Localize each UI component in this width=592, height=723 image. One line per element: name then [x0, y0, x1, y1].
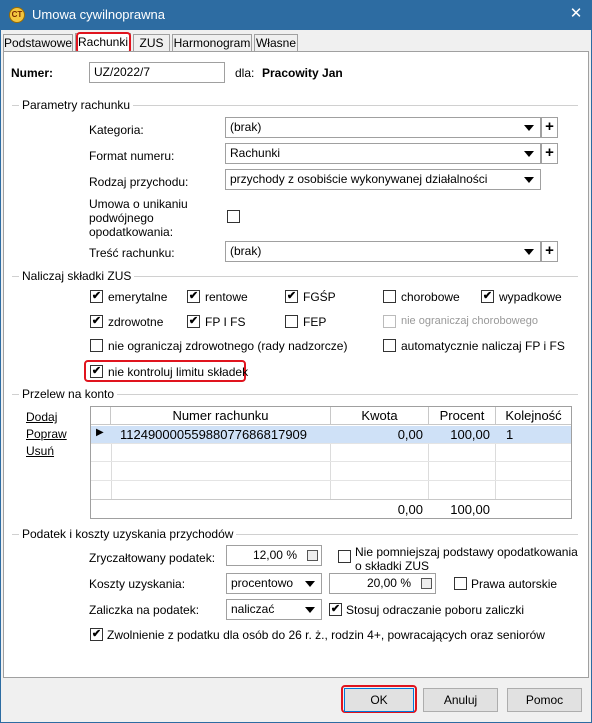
dla-value: Pracowity Jan [262, 66, 343, 80]
format-select[interactable] [225, 143, 541, 164]
dla-label: dla: [235, 66, 255, 80]
tab-podstawowe[interactable]: Podstawowe [4, 36, 73, 50]
grid-row-line [91, 461, 571, 462]
zus-label-fgsp: FGŚP [303, 290, 336, 304]
rodzaj-select[interactable] [225, 169, 541, 190]
zaliczka-label: Zaliczka na podatek: [89, 603, 200, 617]
tresc-label: Treść rachunku: [89, 246, 175, 260]
grid-header-kwota[interactable]: Kwota [331, 407, 429, 425]
zrycz-input[interactable] [226, 545, 322, 566]
zus-label-wypadkowe: wypadkowe [499, 290, 562, 304]
params-title: Parametry rachunku [19, 98, 133, 112]
grid-header-numer[interactable]: Numer rachunku [111, 407, 331, 425]
dodaj-link[interactable]: Dodaj [26, 410, 58, 424]
window-title: Umowa cywilnoprawna [32, 7, 165, 22]
grid-col-line [111, 443, 112, 500]
zus-title: Naliczaj składki ZUS [19, 269, 134, 283]
zrycz-label: Zryczałtowany podatek: [89, 551, 216, 565]
numer-input[interactable]: UZ/2022/7 [89, 62, 225, 83]
chevron-down-icon [524, 177, 534, 183]
zus-checkbox-auto-fp-fs[interactable] [383, 339, 396, 352]
zus-label-fep: FEP [303, 315, 327, 329]
rodzaj-value: przychody z osobiście wykonywanej działalności [230, 172, 488, 186]
kategoria-add-button[interactable]: + [541, 117, 558, 138]
format-value: Rachunki [230, 146, 281, 160]
chevron-down-icon [305, 607, 315, 613]
zus-label-nie-ogr-chorobowego: nie ograniczaj chorobowego [401, 315, 538, 327]
zus-checkbox-nie-ogr-zdrowotnego[interactable] [90, 339, 103, 352]
koszty-select[interactable] [226, 573, 322, 594]
zus-checkbox-emerytalne[interactable]: ✔ [91, 290, 102, 302]
zaliczka-value: naliczać [231, 602, 275, 616]
grid-header-kolejnosc[interactable]: Kolejność [496, 407, 571, 425]
rodzaj-label: Rodzaj przychodu: [89, 175, 189, 189]
koszty-pct-input[interactable] [329, 573, 436, 594]
nie-pomniejszaj-label-2: o składki ZUS [355, 559, 430, 573]
chevron-down-icon [524, 249, 534, 255]
row-numer: 11249000055988077686817909 [120, 427, 308, 442]
tab-zus[interactable]: ZUS [133, 34, 170, 52]
umowa-label-1: Umowa o unikaniu [89, 197, 188, 211]
numer-label: Numer: [11, 66, 54, 80]
zus-checkbox-zdrowotne[interactable]: ✔ [91, 315, 102, 327]
stosuj-checkbox[interactable]: ✔ [330, 603, 341, 615]
grid-row-line [91, 480, 571, 481]
grid-indicator-header [91, 407, 111, 425]
grid-col-line [330, 443, 331, 500]
zwolnienie-checkbox[interactable]: ✔ [91, 628, 102, 640]
app-icon: CT [9, 7, 25, 23]
format-add-button[interactable]: + [541, 143, 558, 164]
title-bar [0, 0, 592, 30]
nie-pomniejszaj-checkbox[interactable] [338, 550, 351, 563]
przelew-title: Przelew na konto [19, 387, 117, 401]
grid-col-line [428, 443, 429, 500]
zus-label-chorobowe: chorobowe [401, 290, 460, 304]
chevron-down-icon [305, 581, 315, 587]
zaliczka-select[interactable] [226, 599, 322, 620]
zus-label-auto-fp-fs: automatycznie naliczaj FP i FS [401, 339, 565, 353]
zus-checkbox-fp-fs[interactable]: ✔ [188, 315, 199, 327]
tresc-select[interactable] [225, 241, 541, 262]
zus-checkbox-nie-kontroluj[interactable]: ✔ [91, 365, 102, 377]
calculator-icon[interactable] [421, 578, 432, 589]
grid-row-line [91, 443, 571, 444]
koszty-label: Koszty uzyskania: [89, 577, 186, 591]
calculator-icon[interactable] [307, 550, 318, 561]
tab-rachunki[interactable]: Rachunki [75, 33, 131, 53]
pomoc-button[interactable]: Pomoc [507, 688, 582, 712]
sum-kwota: 0,00 [397, 502, 423, 517]
zus-label-rentowe: rentowe [205, 290, 248, 304]
chevron-down-icon [524, 151, 534, 157]
nie-pomniejszaj-label-1: Nie pomniejszaj podstawy opodatkowania [355, 545, 578, 559]
tresc-value: (brak) [230, 244, 262, 258]
row-kolejnosc: 1 [506, 427, 514, 442]
umowa-label-3: opodatkowania: [89, 225, 174, 239]
koszty-value: procentowo [231, 576, 294, 590]
row-kwota: 0,00 [397, 427, 423, 442]
grid-footer-line [91, 499, 571, 500]
zus-label-zdrowotne: zdrowotne [108, 315, 164, 329]
anuluj-button[interactable]: Anuluj [423, 688, 498, 712]
zus-checkbox-nie-ogr-chorobowego [383, 315, 396, 328]
zus-checkbox-fep[interactable] [285, 315, 298, 328]
zus-label-emerytalne: emerytalne [108, 290, 168, 304]
zus-checkbox-wypadkowe[interactable]: ✔ [482, 290, 493, 302]
popraw-link[interactable]: Popraw [26, 427, 67, 441]
podatek-title: Podatek i koszty uzyskania przychodów [19, 527, 236, 541]
close-icon[interactable]: ✕ [569, 5, 583, 22]
row-marker-icon: ▶ [96, 427, 104, 438]
kategoria-select[interactable] [225, 117, 541, 138]
prawa-checkbox[interactable] [454, 577, 467, 590]
koszty-pct-value: 20,00 % [366, 576, 411, 590]
sum-procent: 100,00 [450, 502, 490, 517]
zus-checkbox-chorobowe[interactable] [383, 290, 396, 303]
grid-col-line [495, 443, 496, 500]
kategoria-value: (brak) [230, 120, 262, 134]
zus-label-nie-kontroluj: nie kontroluj limitu składek [108, 365, 249, 379]
zus-label-nie-ogr-zdrowotnego: nie ograniczaj zdrowotnego (rady nadzorcze) [108, 339, 348, 353]
grid-header-procent[interactable]: Procent [429, 407, 496, 425]
umowa-checkbox[interactable] [227, 210, 240, 223]
format-label: Format numeru: [89, 149, 175, 163]
stosuj-label: Stosuj odraczanie poboru zaliczki [346, 603, 525, 617]
zus-label-fp-fs: FP I FS [205, 315, 246, 329]
umowa-label-2: podwójnego [89, 211, 154, 225]
tresc-add-button[interactable]: + [541, 241, 558, 262]
usun-link[interactable]: Usuń [26, 444, 55, 458]
tab-harmonogram[interactable]: Harmonogram [173, 36, 251, 50]
kategoria-label: Kategoria: [89, 123, 144, 137]
zwolnienie-label: Zwolnienie z podatku dla osób do 26 r. ż., rodzin 4+, powracających oraz seniorów [107, 628, 545, 642]
prawa-label: Prawa autorskie [471, 577, 558, 591]
tab-wlasne[interactable]: Własne [255, 36, 296, 50]
zrycz-value: 12,00 % [252, 548, 297, 562]
row-procent: 100,00 [450, 427, 490, 442]
zus-checkbox-rentowe[interactable]: ✔ [188, 290, 199, 302]
zus-checkbox-fgsp[interactable]: ✔ [286, 290, 297, 302]
chevron-down-icon [524, 125, 534, 131]
ok-button[interactable]: OK [344, 688, 414, 712]
